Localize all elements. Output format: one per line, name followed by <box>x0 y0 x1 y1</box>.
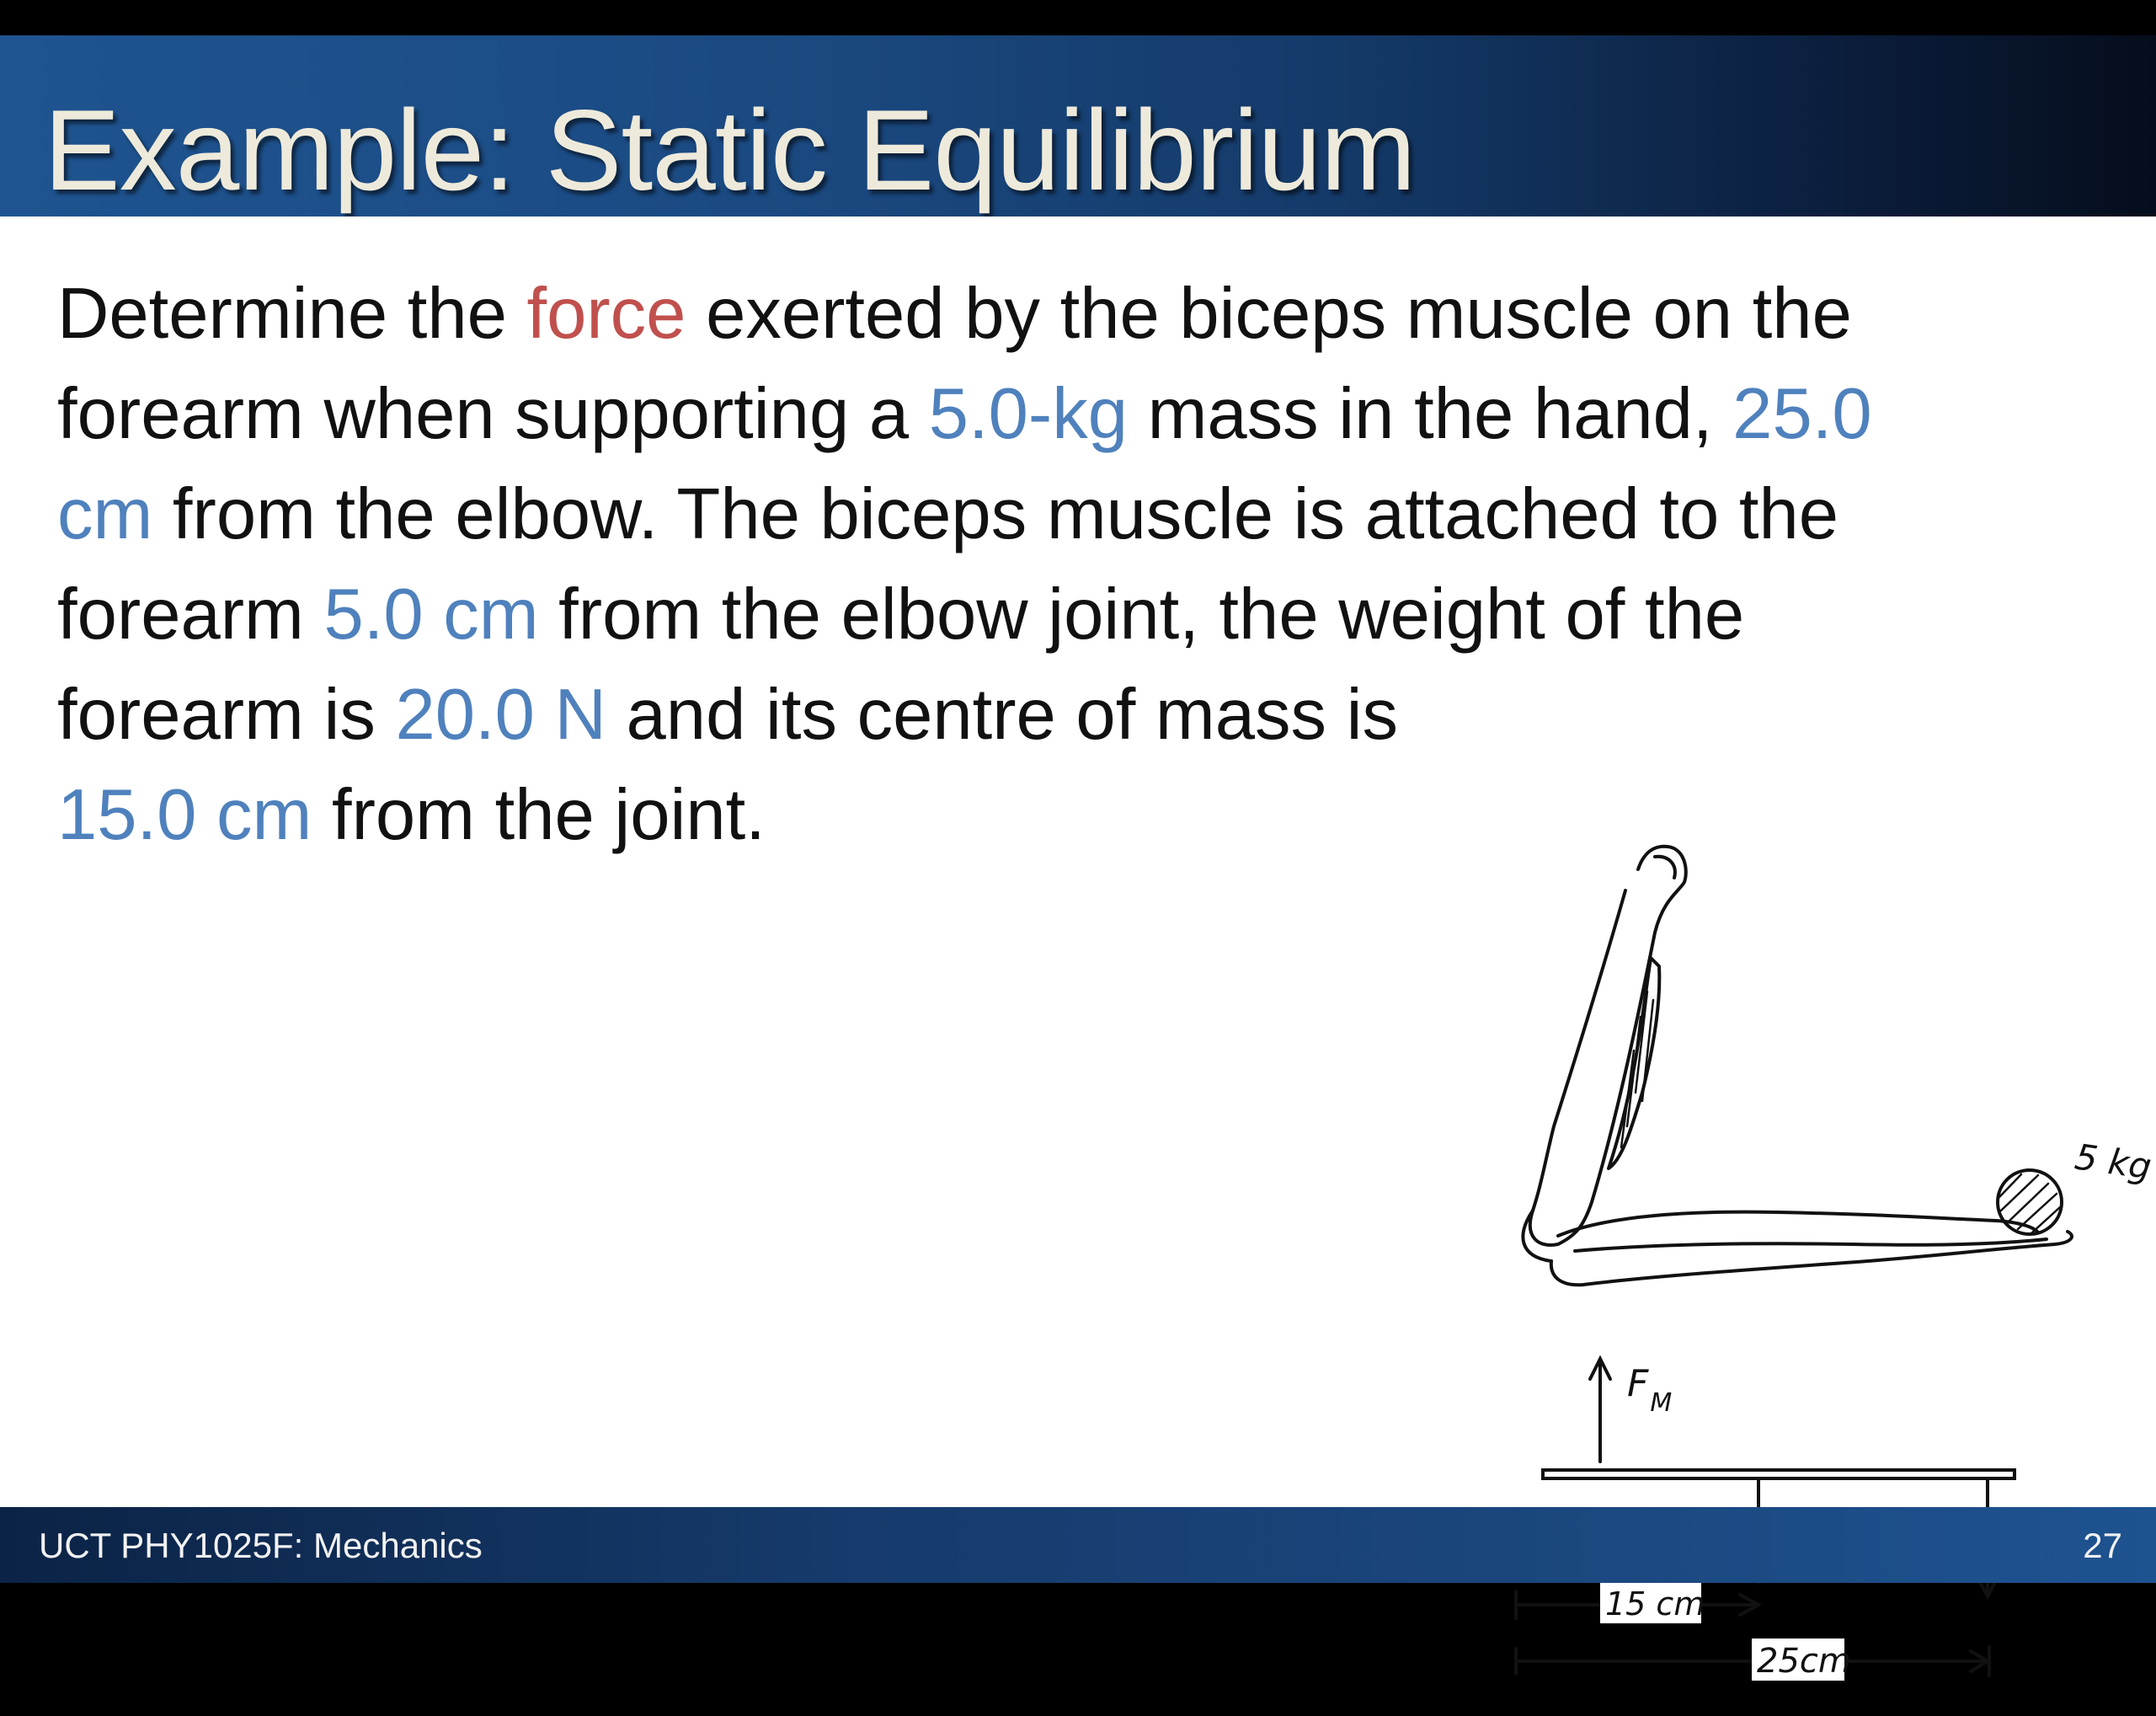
dim-com-label: 15 cm <box>1605 1585 1705 1622</box>
page-number: 27 <box>2083 1526 2122 1565</box>
elbow-joint <box>1523 1211 1551 1261</box>
problem-line <box>57 364 2079 464</box>
text-run: forearm when supporting a <box>57 374 929 454</box>
problem-line <box>57 564 2079 665</box>
arm-sketch <box>1523 847 2072 1285</box>
slide-title: Example: Static Equilibrium <box>44 86 1416 214</box>
text-run: from the joint. <box>312 775 766 855</box>
text-run: from the elbow. The biceps muscle is attached to the <box>152 474 1839 554</box>
text-run: exerted by the biceps muscle on the <box>686 274 1852 354</box>
muscle-force-label: $F_M$ <box>1627 1362 1673 1418</box>
highlight-com-distance: 15.0 cm <box>57 775 312 855</box>
text-run: mass in the hand, <box>1127 374 1733 454</box>
radius-bone <box>1558 1212 2038 1236</box>
text-run: forearm is <box>57 675 396 755</box>
ulna-bone <box>1551 1232 2072 1285</box>
highlight-weight: 20.0 N <box>395 675 606 755</box>
forearm-beam <box>1543 1470 2015 1478</box>
text-run: Determine the <box>57 274 527 354</box>
mass-label: 5 kg <box>2072 1136 2154 1188</box>
problem-line <box>57 464 2079 564</box>
humerus-outline <box>1655 857 1675 878</box>
text-run: and its centre of mass is <box>606 675 1399 755</box>
highlight-mass: 5.0-kg <box>928 374 1128 454</box>
problem-line <box>57 264 2079 364</box>
footer-bar <box>0 1507 2156 1583</box>
highlight-force: force <box>526 274 686 354</box>
highlight-attach-distance: 5.0 cm <box>323 575 539 655</box>
text-run: forearm <box>57 575 324 655</box>
course-name: UCT PHY1025F: Mechanics <box>39 1526 483 1565</box>
forearm-middle <box>1575 1239 2047 1251</box>
text-run: from the elbow joint, the weight of the <box>538 575 1745 655</box>
humerus-bone <box>1530 847 1686 1245</box>
highlight-unit: cm <box>57 474 153 554</box>
title-bar <box>0 35 2156 217</box>
dim-hand-label: 25cm <box>1757 1642 1851 1681</box>
highlight-distance: 25.0 <box>1732 374 1872 454</box>
